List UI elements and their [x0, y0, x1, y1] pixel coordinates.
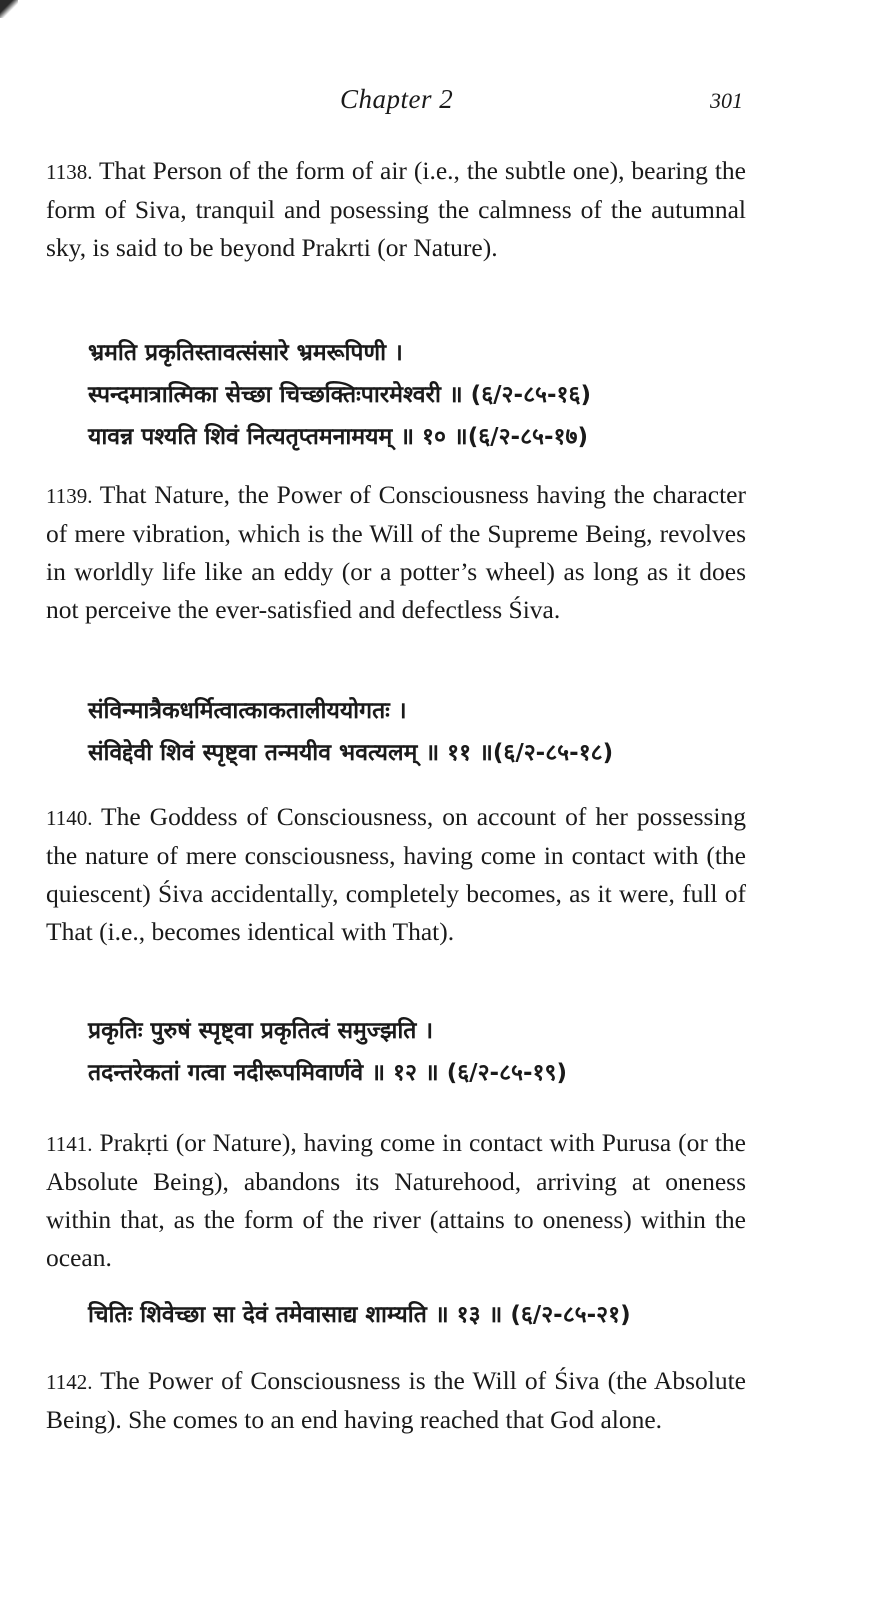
paragraph-number: 1138.: [46, 160, 93, 184]
paragraph-text: The Power of Consciousness is the Will of Śiva (the Absolute Being). She comes to an end having reached that God alone.: [46, 1366, 746, 1434]
verse-line: चितिः शिवेच्छा सा देवं तमेवासाद्य शाम्यति ॥ १३ ॥ (६/२-८५-२१): [88, 1302, 631, 1328]
verse-line: यावन्न पश्यति शिवं नित्यतृप्तमनामयम् ॥ १० ॥(६/२-८५-१७): [88, 424, 588, 450]
paragraph-text: That Person of the form of air (i.e., the subtle one), bearing the form of Siva, tranquil and posessing the calmness of the autumnal sky, is said to be beyond Prakrti (or Nature).: [46, 156, 746, 262]
paragraph-number: 1141.: [46, 1132, 93, 1156]
paragraph-text: That Nature, the Power of Consciousness having the character of mere vibration, which is the Will of the Supreme Being, revolves in worldly life like an eddy (or a potter’s wheel) as long as it does not perceive the ever-satisfied and defectless Śiva.: [46, 480, 746, 624]
translation-paragraph: [46, 476, 746, 629]
verse-line: भ्रमति प्रकृतिस्तावत्संसारे भ्रमरूपिणी ।: [88, 340, 403, 366]
verse-line: संविद्देवी शिवं स्पृष्ट्वा तन्मयीव भवत्यलम् ॥ ११ ॥(६/२-८५-१८): [88, 740, 614, 766]
translation-paragraph: [46, 152, 746, 267]
sanskrit-verse: [88, 690, 788, 774]
verse-line: तदन्तरेकतां गत्वा नदीरूपमिवार्णवे ॥ १२ ॥ (६/२-८५-१९): [88, 1060, 567, 1086]
translation-paragraph: [46, 1362, 746, 1439]
verse-line: स्पन्दमात्रात्मिका सेच्छा चिच्छक्तिःपारमेश्वरी ॥ (६/२-८५-१६): [88, 382, 591, 408]
verse-line: संविन्मात्रैकधर्मित्वात्काकतालीययोगतः ।: [88, 698, 407, 724]
running-head: [0, 84, 890, 124]
paragraph-number: 1140.: [46, 806, 93, 830]
section-1139: [46, 476, 746, 629]
section-1138: [46, 152, 746, 267]
page-corner-shadow: [0, 0, 18, 18]
sanskrit-verse: [88, 1010, 788, 1094]
section-1141: [46, 1124, 746, 1277]
verse-line: प्रकृतिः पुरुषं स्पृष्ट्वा प्रकृतित्वं समुज्झति ।: [88, 1018, 434, 1044]
paragraph-number: 1139.: [46, 484, 93, 508]
section-1142: [46, 1362, 746, 1439]
section-1140: [46, 798, 746, 951]
paragraph-text: The Goddess of Consciousness, on account of her possessing the nature of mere consciousness, having come in contact with (the quiescent) Śiva accidentally, completely becomes, as it were, full of That (i.e., becomes identical with That).: [46, 802, 746, 946]
translation-paragraph: [46, 798, 746, 951]
translation-paragraph: [46, 1124, 746, 1277]
paragraph-number: 1142.: [46, 1370, 93, 1394]
sanskrit-verse: [88, 332, 788, 458]
page-number: 301: [710, 88, 743, 113]
paragraph-text: Prakṛti (or Nature), having come in contact with Purusa (or the Absolute Being), abandons its Naturehood, arriving at oneness within that, as the form of the river (attains to oneness) within the ocean.: [46, 1128, 746, 1272]
chapter-title: Chapter 2: [340, 84, 454, 114]
sanskrit-verse: [88, 1294, 788, 1336]
